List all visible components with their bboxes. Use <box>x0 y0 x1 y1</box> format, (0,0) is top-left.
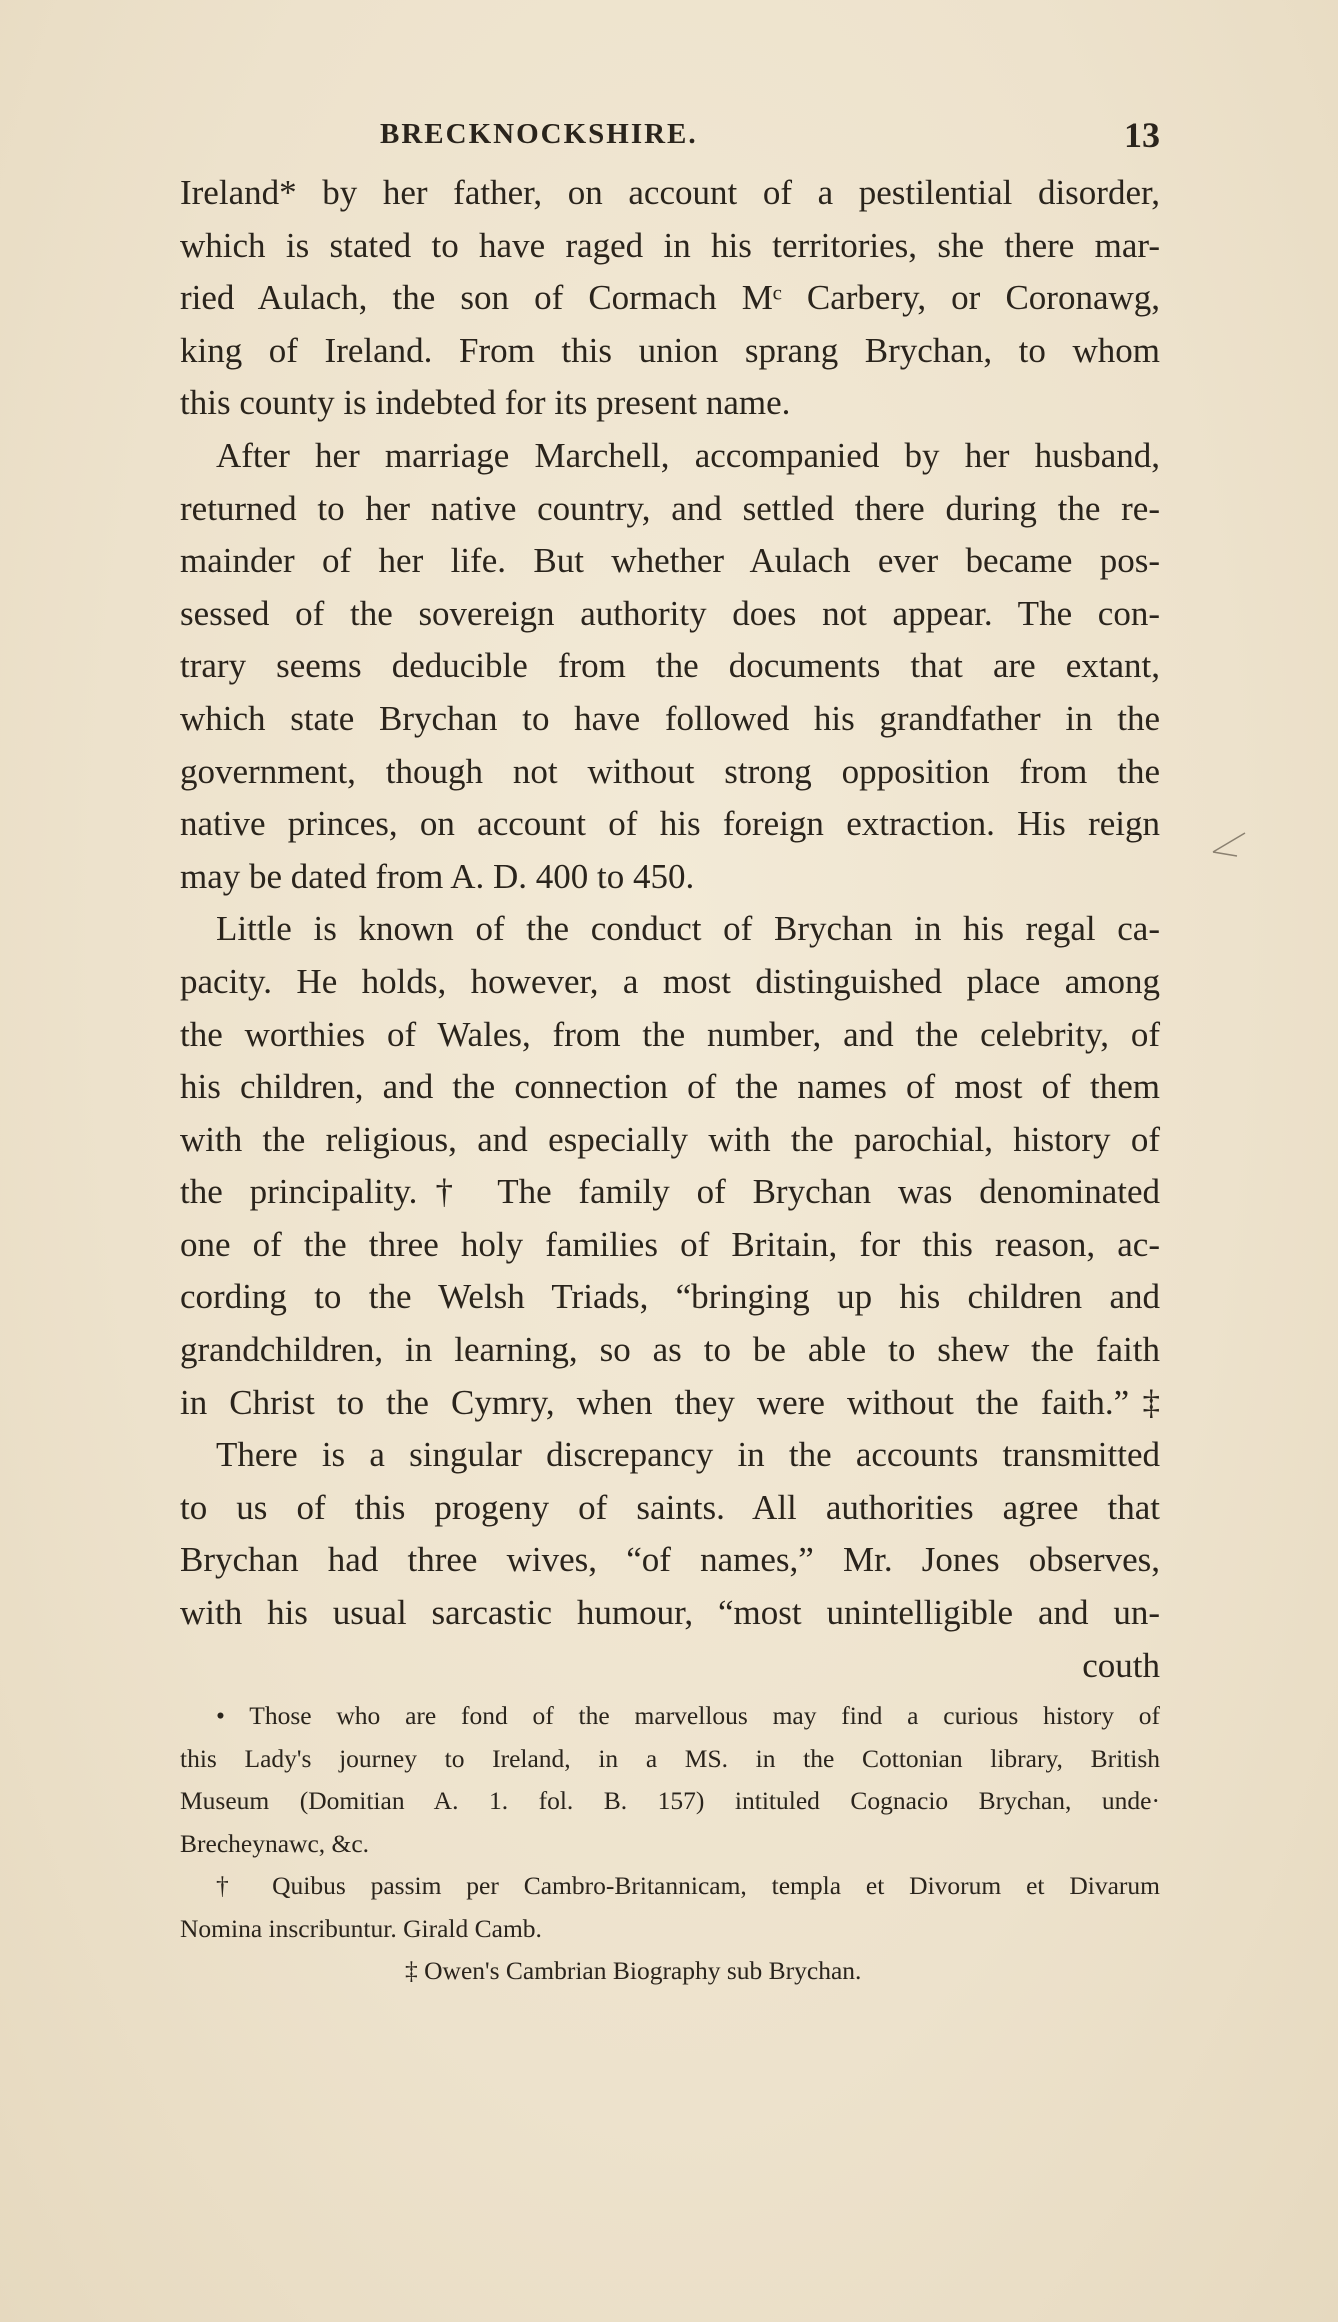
footnote-line: † Quibus passim per Cambro-Britannicam, templa et Divorum et Divarum <box>216 1871 1160 1900</box>
text-line: with his usual sarcastic humour, “most unintelligible and un- <box>180 1593 1160 1633</box>
text-line: Little is known of the conduct of Brychan in his regal ca- <box>216 909 1160 949</box>
text-line: this county is indebted for its present name. <box>180 383 791 423</box>
footnote-line: this Lady's journey to Ireland, in a MS. in the Cottonian library, British <box>180 1743 1160 1773</box>
text-line: to us of this progeny of saints. All authorities agree that <box>180 1487 1160 1527</box>
page-number: 13 <box>1124 115 1160 155</box>
text-line: Brychan had three wives, “of names,” Mr. Jones observes, <box>180 1540 1160 1580</box>
text-line: trary seems deducible from the documents that are extant, <box>180 646 1160 686</box>
footnote-line: Museum (Domitian A. 1. fol. B. 157) intituled Cognacio Brychan, unde· <box>180 1786 1160 1815</box>
footnote-line: ‡ Owen's Cambrian Biography sub Brychan. <box>405 1956 862 1985</box>
text-line: government, though not without strong opposition from the <box>180 751 1160 791</box>
text-line: which state Brychan to have followed his grandfather in the <box>180 698 1160 738</box>
main-text <box>180 167 1160 1692</box>
footnote-line: Nomina inscribuntur. Girald Camb. <box>180 1913 542 1943</box>
footnote-line: Brecheynawc, &c. <box>180 1828 370 1858</box>
text-line: king of Ireland. From this union sprang Brychan, to whom <box>180 330 1160 370</box>
text-line: with the religious, and especially with the parochial, history of <box>180 1119 1160 1159</box>
text-line: which is stated to have raged in his territories, she there mar- <box>180 225 1160 265</box>
text-line: pacity. He holds, however, a most distinguished place among <box>180 961 1160 1001</box>
text-line: grandchildren, in learning, so as to be able to shew the faith <box>180 1330 1160 1370</box>
catchword: couth <box>1082 1645 1160 1685</box>
text-line: There is a singular discrepancy in the accounts transmitted <box>216 1435 1160 1475</box>
text-line: After her marriage Marchell, accompanied by her husband, <box>216 435 1160 475</box>
text-line: Ireland* by her father, on account of a pestilential disorder, <box>180 173 1160 212</box>
footnotes <box>180 1695 1160 1993</box>
pencil-mark-icon <box>1207 830 1247 860</box>
text-line: his children, and the connection of the names of most of them <box>180 1067 1160 1107</box>
text-line: may be dated from A. D. 400 to 450. <box>180 856 695 896</box>
text-line: native princes, on account of his foreign extraction. His reign <box>180 804 1160 844</box>
text-line: in Christ to the Cymry, when they were without the faith.”‡ <box>180 1382 1160 1422</box>
footnote-line: • Those who are fond of the marvellous may find a curious history of <box>216 1701 1160 1730</box>
text-line: returned to her native country, and settled there during the re- <box>180 488 1160 528</box>
text-line: the worthies of Wales, from the number, and the celebrity, of <box>180 1014 1160 1054</box>
text-line: mainder of her life. But whether Aulach ever became pos- <box>180 541 1160 581</box>
page-header <box>180 114 1160 164</box>
text-line: sessed of the sovereign authority does not appear. The con- <box>180 593 1160 633</box>
text-line: the principality.† The family of Brychan was denominated <box>180 1172 1160 1212</box>
text-line: cording to the Welsh Triads, “bringing up his children and <box>180 1277 1160 1317</box>
text-line: one of the three holy families of Britain, for this reason, ac- <box>180 1224 1160 1264</box>
text-line: ried Aulach, the son of Cormach Mᶜ Carbery, or Coronawg, <box>180 278 1160 318</box>
running-head: BRECKNOCKSHIRE. <box>380 118 698 150</box>
